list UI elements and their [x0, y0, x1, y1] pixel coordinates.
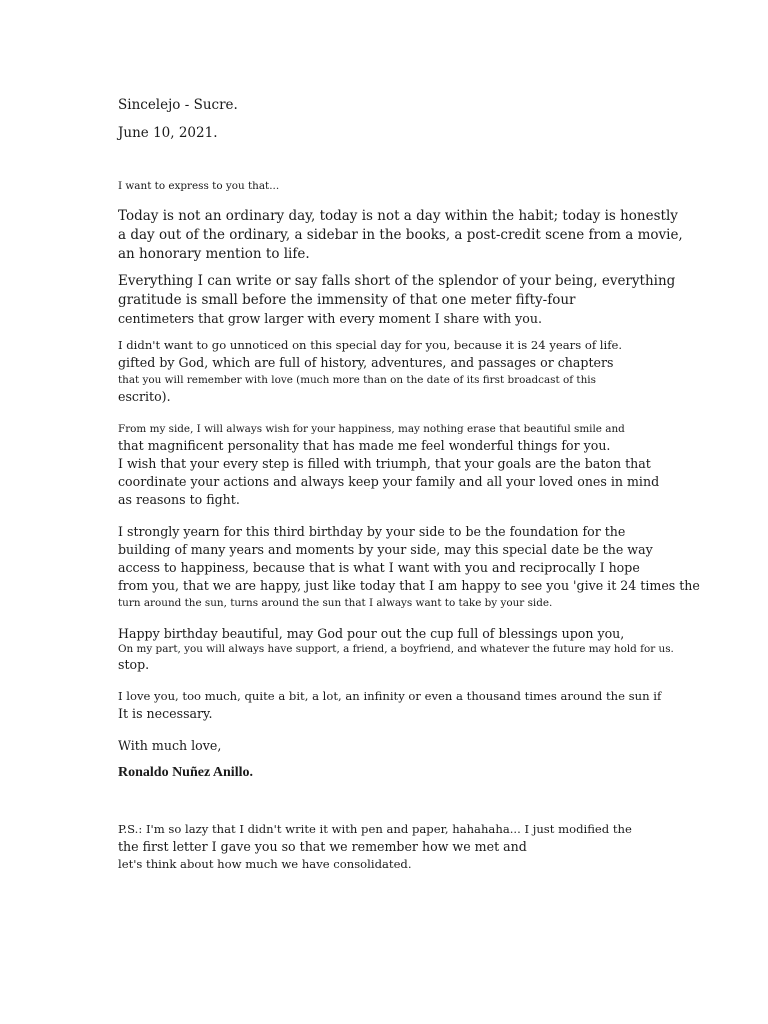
letter-intro [118, 178, 708, 194]
paragraph-line: centimeters that grow larger with every moment I share with you. [118, 311, 542, 326]
paragraph-line: escrito). [118, 389, 171, 404]
paragraph-6 [118, 625, 708, 674]
paragraph-line: an honorary mention to life. [118, 246, 310, 262]
paragraph-line: I wish that your every step is filled with triumph, that your goals are the baton that [118, 456, 651, 471]
paragraph-line: I strongly yearn for this third birthday by your side to be the foundation for the [118, 524, 626, 539]
paragraph-3 [118, 337, 708, 406]
paragraph-line: coordinate your actions and always keep your family and all your loved ones in mind [118, 474, 660, 489]
paragraph-line: gifted by God, which are full of history, adventures, and passages or chapters [118, 355, 614, 370]
paragraph-line: From my side, I will always wish for your happiness, may nothing erase that beautiful smile and [118, 423, 625, 435]
intro-text: I want to express to you that... [118, 180, 280, 192]
paragraph-1 [118, 207, 708, 264]
signature-text: Ronaldo Nuñez Anillo. [118, 765, 253, 780]
closing-text: With much love, [118, 738, 222, 753]
postscript-line: P.S.: I'm so lazy that I didn't write it with pen and paper, hahahaha... I just modified the [118, 822, 632, 836]
paragraph-line: I didn't want to go unnoticed on this special day for you, because it is 24 years of life. [118, 338, 623, 352]
paragraph-line: that magnificent personality that has made me feel wonderful things for you. [118, 438, 611, 453]
letter-signature [118, 765, 708, 781]
paragraph-5 [118, 523, 708, 611]
letter-date [118, 124, 708, 143]
paragraph-line: a day out of the ordinary, a sidebar in the books, a post-credit scene from a movie, [118, 227, 683, 243]
paragraph-line: as reasons to fight. [118, 492, 240, 507]
letter-postscript [118, 821, 708, 873]
letter-place [118, 96, 708, 115]
place-text: Sincelejo - Sucre. [118, 97, 238, 113]
paragraph-line: Happy birthday beautiful, may God pour out the cup full of blessings upon you, [118, 626, 625, 641]
paragraph-line: It is necessary. [118, 706, 213, 721]
postscript-line: the first letter I gave you so that we remember how we met and [118, 839, 527, 854]
paragraph-line: I love you, too much, quite a bit, a lot, an infinity or even a thousand times around the sun if [118, 689, 662, 703]
paragraph-line: turn around the sun, turns around the sun that I always want to take by your side. [118, 597, 553, 609]
paragraph-line: that you will remember with love (much more than on the date of its first broadcast of this [118, 374, 596, 386]
paragraph-line: building of many years and moments by your side, may this special date be the way [118, 542, 653, 557]
paragraph-7 [118, 688, 708, 723]
paragraph-4 [118, 421, 708, 509]
paragraph-line: stop. [118, 657, 150, 672]
paragraph-line: On my part, you will always have support, a friend, a boyfriend, and whatever the future may hold for us. [118, 643, 674, 655]
date-text: June 10, 2021. [118, 125, 218, 141]
letter-closing [118, 737, 708, 755]
paragraph-line: access to happiness, because that is what I want with you and reciprocally I hope [118, 560, 640, 575]
postscript-line: let's think about how much we have consolidated. [118, 857, 412, 871]
paragraph-line: Everything I can write or say falls short of the splendor of your being, everything [118, 273, 676, 289]
paragraph-line: Today is not an ordinary day, today is not a day within the habit; today is honestly [118, 208, 678, 224]
paragraph-2 [118, 272, 708, 328]
paragraph-line: from you, that we are happy, just like today that I am happy to see you 'give it 24 times the [118, 578, 700, 593]
paragraph-line: gratitude is small before the immensity of that one meter fifty-four [118, 292, 576, 308]
